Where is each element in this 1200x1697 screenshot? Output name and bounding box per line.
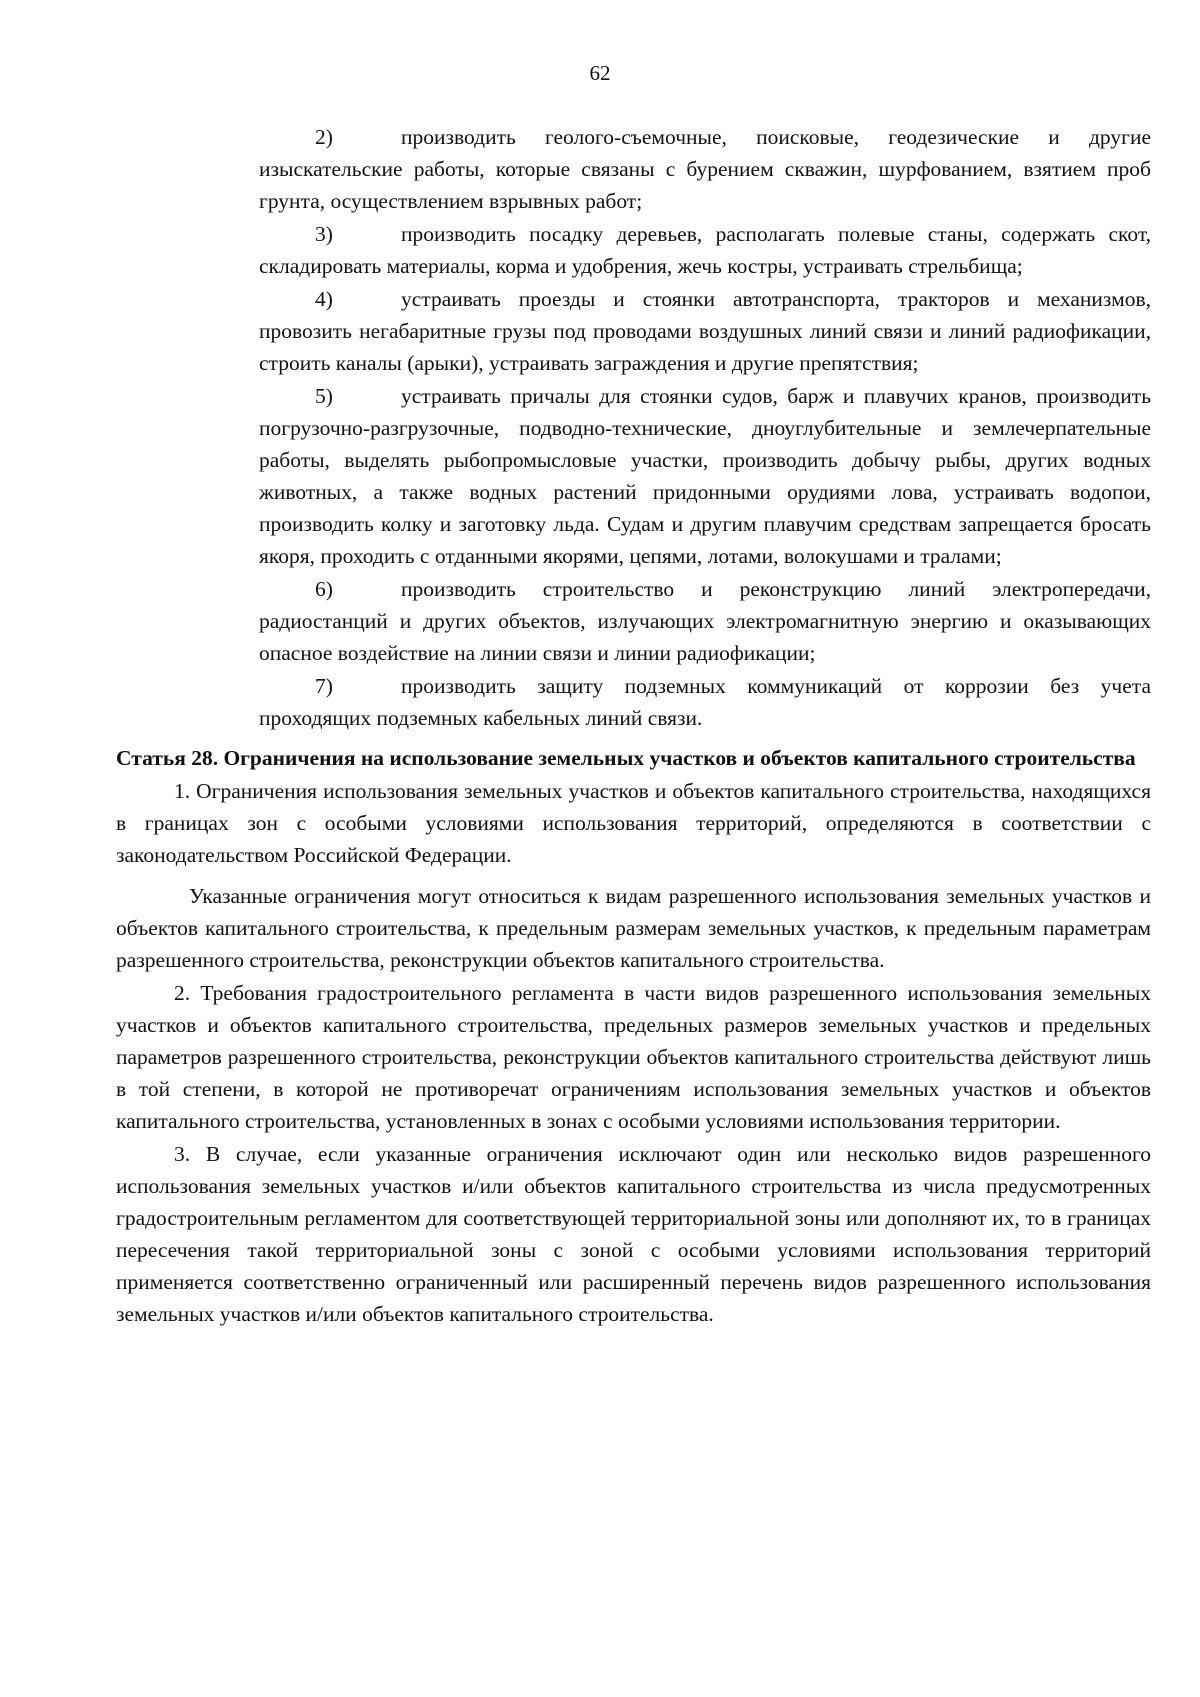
list-item-number: 4) xyxy=(315,287,333,311)
list-item-number: 5) xyxy=(315,384,333,408)
list-item xyxy=(259,218,1151,282)
list-item xyxy=(259,670,1151,734)
paragraph: 3. В случае, если указанные ограничения исключают один или несколько видов разрешенного использования земельных участков и/или объектов капитального строительства из числа предусмотренных градостроительным регламентом для соответствующей территориальной зоны или дополняют их, то в границах пересечения такой территориальной зоны с зоной с особыми условиями использования территорий применяется соответственно ограниченный или расширенный перечень видов разрешенного использования земельных участков и/или объектов капитального строительства. xyxy=(116,1142,1151,1326)
list-item-number: 6) xyxy=(315,577,333,601)
list-item xyxy=(259,573,1151,669)
page-number: 62 xyxy=(589,61,611,85)
restrictions-list xyxy=(259,121,1151,734)
paragraph: 1. Ограничения использования земельных участков и объектов капитального строительства, находящихся в границах зон с особыми условиями использования территорий, определяются в соответствии с законодательством Российской Федерации. xyxy=(116,779,1151,867)
document-body xyxy=(116,121,1151,1330)
list-item-text: устраивать проезды и стоянки автотранспорта, тракторов и механизмов, провозить негабаритные грузы под проводами воздушных линий связи и линий радиофикации, строить каналы (арыки), устраивать заграждения и другие препятствия; xyxy=(259,287,1151,375)
list-item-number: 3) xyxy=(315,222,333,246)
list-item xyxy=(259,121,1151,217)
paragraph: 2. Требования градостроительного регламента в части видов разрешенного использования земельных участков и объектов капитального строительства, предельных размеров земельных участков и предельных параметров разрешенного строительства, реконструкции объектов капитального строительства действуют лишь в той степени, в которой не противоречат ограничениям использования земельных участков и объектов капитального строительства, установленных в зонах с особыми условиями использования территории. xyxy=(116,981,1151,1133)
paragraph: Указанные ограничения могут относиться к видам разрешенного использования земельных участков и объектов капитального строительства, к предельным размерам земельных участков, к предельным параметрам разрешенного строительства, реконструкции объектов капитального строительства. xyxy=(116,884,1151,972)
list-item-text: производить геолого-съемочные, поисковые, геодезические и другие изыскательские работы, которые связаны с бурением скважин, шурфованием, взятием проб грунта, осуществлением взрывных работ; xyxy=(259,125,1151,213)
list-item-text: производить посадку деревьев, располагать полевые станы, содержать скот, складировать материалы, корма и удобрения, жечь костры, устраивать стрельбища; xyxy=(259,222,1151,278)
article-heading: Статья 28. Ограничения на использование земельных участков и объектов капитального строительства xyxy=(116,746,1136,770)
list-item-number: 2) xyxy=(315,125,333,149)
list-item-text: производить защиту подземных коммуникаций от коррозии без учета проходящих подземных кабельных линий связи. xyxy=(259,674,1151,730)
list-item-text: устраивать причалы для стоянки судов, барж и плавучих кранов, производить погрузочно-разгрузочные, подводно-технические, дноуглубительные и землечерпательные работы, выделять рыбопромысловые участки, производить добычу рыбы, других водных животных, а также водных растений придонными орудиями лова, устраивать водопои, производить колку и заготовку льда. Судам и другим плавучим средствам запрещается бросать якоря, проходить с отданными якорями, цепями, лотами, волокушами и тралами; xyxy=(259,384,1151,568)
list-item-text: производить строительство и реконструкцию линий электропередачи, радиостанций и других объектов, излучающих электромагнитную энергию и оказывающих опасное воздействие на линии связи и линии радиофикации; xyxy=(259,577,1151,665)
list-item xyxy=(259,380,1151,572)
list-item xyxy=(259,283,1151,379)
list-item-number: 7) xyxy=(315,674,333,698)
